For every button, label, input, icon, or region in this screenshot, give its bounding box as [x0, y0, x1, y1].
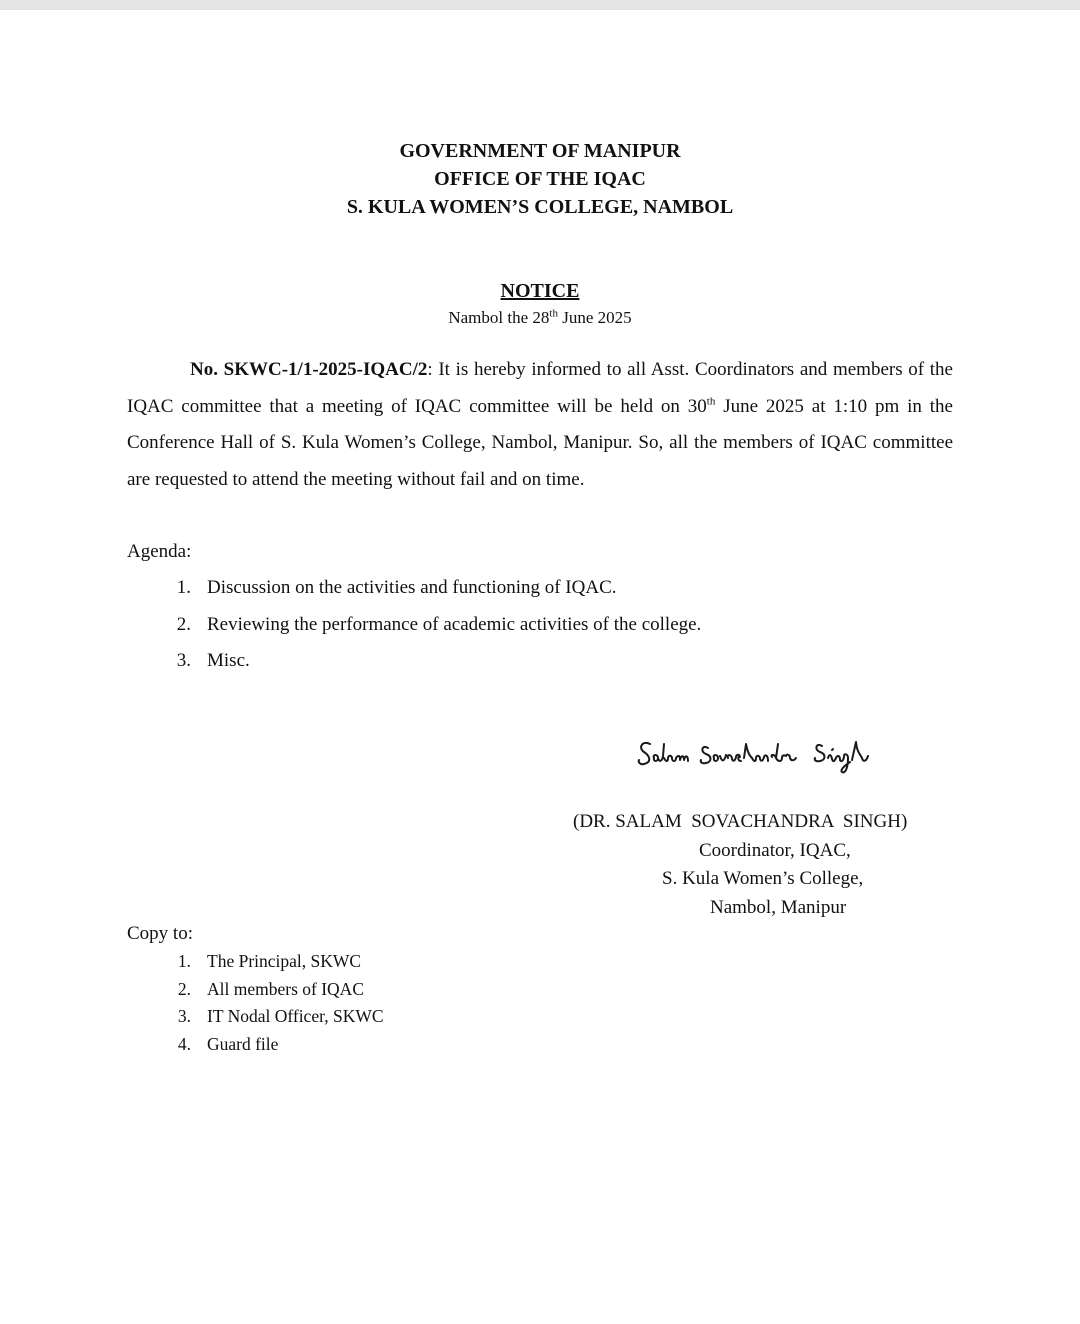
copy-to-item	[127, 947, 384, 975]
copy-to-item	[127, 975, 384, 1003]
copy-to-item-text: IT Nodal Officer, SKWC	[207, 1006, 384, 1026]
reference-number: No. SKWC-1/1-2025-IQAC/2	[190, 359, 428, 380]
signatory-block	[560, 808, 960, 922]
notice-date-prefix: Nambol the 28	[448, 308, 550, 327]
notice-date	[0, 305, 1080, 331]
signatory-organization: S. Kula Women’s College,	[662, 868, 864, 889]
copy-to-item	[127, 1002, 384, 1030]
signatory-title: Coordinator, IQAC,	[699, 839, 851, 861]
agenda-item-text: Discussion on the activities and functioning of IQAC.	[207, 577, 617, 598]
copy-to-item-number: 2.	[177, 978, 191, 999]
copy-to-label: Copy to:	[127, 923, 193, 944]
letterhead	[0, 137, 1080, 221]
agenda-item	[127, 570, 701, 607]
handwritten-signature	[636, 728, 896, 778]
body-sup: th	[706, 395, 716, 408]
notice-date-sup: th	[549, 307, 558, 320]
agenda-item-number: 2.	[176, 613, 191, 635]
body-text-1: : It is hereby informed to all Asst. Coordinators and members of the IQAC committee that a meeting of IQAC committee will be held on 30	[127, 359, 953, 417]
letterhead-line-government: GOVERNMENT OF MANIPUR	[399, 140, 681, 162]
copy-to-item-number: 3.	[177, 1006, 191, 1026]
signatory-place: Nambol, Manipur	[710, 896, 847, 918]
copy-to-item-number: 4.	[177, 1033, 191, 1054]
copy-to-list	[127, 947, 384, 1057]
copy-to-item-text: All members of IQAC	[207, 978, 364, 999]
agenda-item-number: 1.	[176, 577, 191, 598]
letterhead-line-office: OFFICE OF THE IQAC	[434, 168, 646, 190]
agenda-list	[127, 570, 701, 680]
agenda-item	[127, 643, 701, 680]
letterhead-line-college: S. KULA WOMEN’S COLLEGE, NAMBOL	[346, 196, 734, 218]
agenda-item-text: Reviewing the performance of academic activities of the college.	[207, 613, 702, 635]
agenda-label: Agenda:	[127, 541, 192, 562]
copy-to-item-number: 1.	[177, 951, 191, 971]
signatory-name: (DR. SALAM SOVACHANDRA SINGH)	[573, 811, 908, 832]
copy-to-item-text: The Principal, SKWC	[207, 951, 362, 971]
agenda-item-number: 3.	[176, 650, 191, 671]
top-strip	[0, 0, 1080, 10]
agenda-item	[127, 607, 701, 644]
body-text-2: June 2025 at 1:10 pm in the Conference Hall of S. Kula Women’s College, Nambol, Manipur. So, all the members of IQAC committee are requested to attend the meeting without fail and on time.	[127, 395, 953, 490]
copy-to-item	[127, 1030, 384, 1058]
copy-to-item-text: Guard file	[207, 1033, 279, 1054]
notice-title: NOTICE	[500, 280, 580, 302]
notice-date-suffix: June 2025	[557, 308, 632, 327]
agenda-item-text: Misc.	[207, 650, 250, 671]
notice-body	[127, 352, 953, 498]
